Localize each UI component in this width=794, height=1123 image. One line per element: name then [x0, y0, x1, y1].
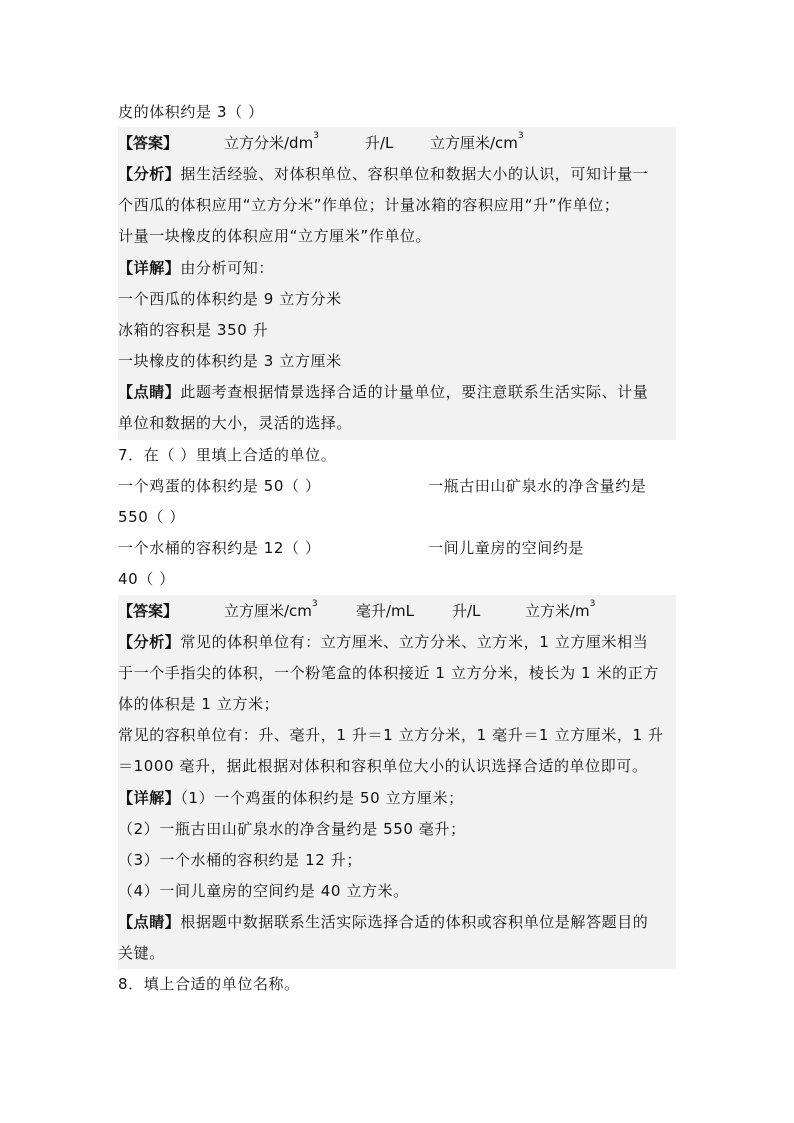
section-tag: 【点睛】 — [118, 383, 181, 401]
q7-analysis-line: 体的体积是 1 立方米； — [118, 695, 280, 713]
q7-comment-line: 关键。 — [118, 944, 165, 962]
q8-title: 8．填上合适的单位名称。 — [118, 975, 300, 993]
q6-comment-line: 单位和数据的大小，灵活的选择。 — [118, 414, 353, 432]
q6-detail-line: 一块橡皮的体积约是 3 立方厘米 — [118, 352, 342, 370]
answer-3: 升/L — [452, 602, 481, 620]
q7-analysis-line: ＝1000 毫升，据此根据对体积和容积单位大小的认识选择合适的单位即可。 — [118, 757, 648, 775]
answer-3: 立方厘米$/cm^3$ — [430, 131, 524, 152]
q7-item-4-blank: 40（ ） — [118, 570, 175, 588]
section-tag: 【分析】 — [118, 165, 181, 183]
answer-2: 升/L — [365, 134, 394, 152]
q6-analysis-line: 【分析】据生活经验、对体积单位、容积单位和数据大小的认识，可知计量一 — [118, 165, 649, 183]
q7-detail-line: （4）一间儿童房的空间约是 40 立方米。 — [118, 882, 409, 900]
q7-comment-line: 【点睛】根据题中数据联系生活实际选择合适的体积或容积单位是解答题目的 — [118, 913, 649, 931]
q7-analysis-line: 常见的容积单位有：升、毫升，1 升＝1 立方分米，1 毫升＝1 立方厘米，1 升 — [118, 726, 664, 744]
answer-2: 毫升/mL — [356, 602, 415, 620]
q7-item-2: 一瓶古田山矿泉水的净含量约是 — [428, 477, 647, 495]
q7-item-4: 一间儿童房的空间约是 — [428, 539, 585, 557]
q6-analysis-line: 个西瓜的体积应用“立方分米”作单位；计量冰箱的容积应用“升”作单位； — [118, 196, 620, 214]
section-tag: 【详解】 — [118, 789, 181, 807]
answer-label: 【答案】 — [118, 134, 179, 152]
q6-analysis-line: 计量一块橡皮的体积应用“立方厘米”作单位。 — [118, 227, 432, 245]
q7-detail-line: 【详解】（1）一个鸡蛋的体积约是 50 立方厘米； — [118, 789, 464, 807]
q7-item-3: 一个水桶的容积约是 12（ ） — [118, 539, 321, 557]
q7-item-2-blank: 550（ ） — [118, 508, 185, 526]
q7-answer-row — [118, 596, 678, 627]
q7-item-1: 一个鸡蛋的体积约是 50（ ） — [118, 477, 321, 495]
q6-answer-row — [118, 128, 678, 159]
answer-label: 【答案】 — [118, 602, 179, 620]
section-tag: 【分析】 — [118, 633, 181, 651]
answer-1: 立方厘米$/cm^3$ — [224, 599, 318, 620]
q7-analysis-line: 于一个手指尖的体积，一个粉笔盒的体积接近 1 立方分米，棱长为 1 米的正方 — [118, 664, 659, 682]
q6-comment-line: 【点睛】此题考查根据情景选择合适的计量单位，要注意联系生活实际、计量 — [118, 383, 649, 401]
answer-1: 立方分米$/dm^3$ — [224, 131, 319, 152]
q6-detail-line: 【详解】由分析可知： — [118, 259, 275, 277]
q6-tail: 皮的体积约是 3（ ） — [118, 103, 264, 121]
q6-detail-line: 一个西瓜的体积约是 9 立方分米 — [118, 290, 342, 308]
section-tag: 【详解】 — [118, 259, 181, 277]
q7-detail-line: （2）一瓶古田山矿泉水的净含量约是 550 毫升； — [118, 820, 466, 838]
q6-detail-line: 冰箱的容积是 350 升 — [118, 321, 269, 339]
q7-title: 7．在（ ）里填上合适的单位。 — [118, 446, 337, 464]
section-tag: 【点睛】 — [118, 913, 181, 931]
answer-4: 立方米$/m^3$ — [525, 599, 596, 620]
q7-analysis-line: 【分析】常见的体积单位有：立方厘米、立方分米、立方米，1 立方厘米相当 — [118, 633, 649, 651]
q7-detail-line: （3）一个水桶的容积约是 12 升； — [118, 851, 362, 869]
